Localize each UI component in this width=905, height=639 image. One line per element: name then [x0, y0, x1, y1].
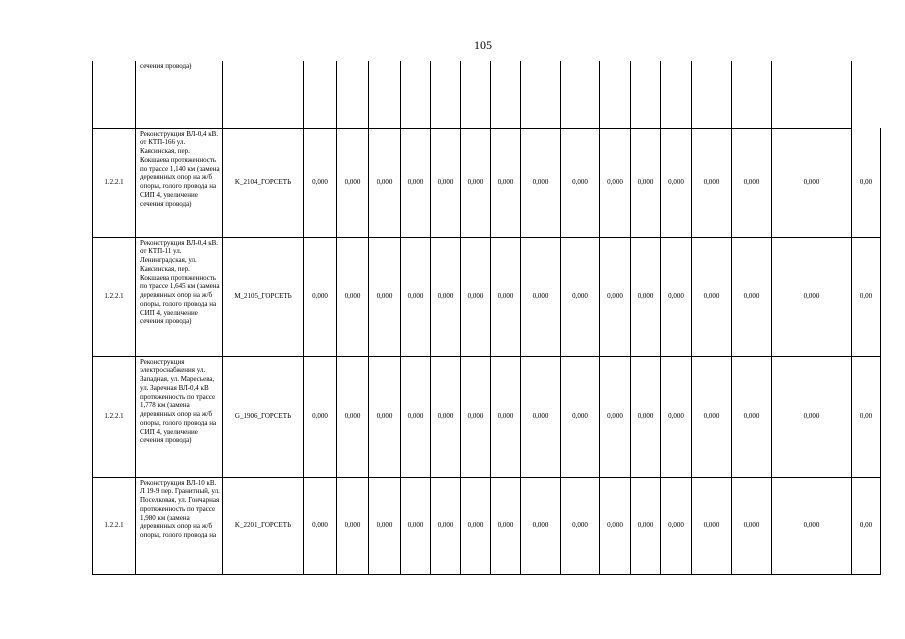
value-cell: 0,000 [461, 356, 491, 477]
value-cell: 0,000 [431, 237, 461, 356]
value-cell: 0,000 [600, 128, 631, 237]
code-cell [223, 61, 304, 128]
value-cell: 0,000 [491, 356, 521, 477]
value-cell: 0,000 [369, 477, 401, 574]
value-cell: 0,000 [461, 477, 491, 574]
value-cell: 0,000 [772, 356, 852, 477]
index-cell: 1.2.2.1 [93, 477, 136, 574]
value-cell: 0,000 [491, 128, 521, 237]
value-cell: 0,000 [401, 477, 431, 574]
value-cell: 0,000 [561, 477, 600, 574]
value-cell: 0,000 [369, 356, 401, 477]
value-cell: 0,000 [661, 128, 692, 237]
description-cell: сечения провода) [136, 61, 223, 128]
value-cell: 0,000 [431, 477, 461, 574]
value-cell: 0,000 [401, 356, 431, 477]
value-cell [461, 61, 491, 128]
description-cell: Реконструкция ВЛ-0,4 кВ. от КТП-166 ул. Каясинская, пер. Кокшаева протяженность по трассе 1,140 км (замена деревянных опор на ж/б опоры, голого провода на СИП 4, увеличение сечения провода) [136, 128, 223, 237]
value-cell: 0,000 [369, 128, 401, 237]
value-cell: 0,000 [337, 477, 369, 574]
value-cell: 0,000 [772, 128, 852, 237]
table-row [93, 356, 881, 477]
index-cell: 1.2.2.1 [93, 128, 136, 237]
value-cell: 0,000 [561, 237, 600, 356]
value-cell: 0,000 [631, 477, 661, 574]
page-number: 105 [474, 38, 492, 52]
value-cell: 0,000 [369, 237, 401, 356]
value-cell: 0,000 [561, 356, 600, 477]
value-cell: 0,000 [631, 237, 661, 356]
value-cell: 0,000 [600, 356, 631, 477]
value-cell: 0,000 [337, 356, 369, 477]
value-cell: 0,000 [461, 128, 491, 237]
value-cell: 0,000 [732, 356, 772, 477]
value-cell: 0,000 [692, 356, 732, 477]
value-cell [772, 61, 852, 128]
value-cell [401, 61, 431, 128]
value-cell: 0,000 [732, 128, 772, 237]
value-cell: 0,000 [491, 237, 521, 356]
value-cell: 0,000 [401, 237, 431, 356]
value-cell: 0,000 [521, 128, 561, 237]
value-cell [491, 61, 521, 128]
value-cell: 0,000 [431, 128, 461, 237]
description-cell: Реконструкция ВЛ-0,4 кВ. от КТП-11 ул. Ленинградская, ул. Каясинская, пер. Кокшаева протяженность по трассе 1,645 км (замена деревянных опор на ж/б опоры, голого провода на СИП 4, увеличение сечения провода) [136, 237, 223, 356]
project-code-cell: G_1906_ГОРСЕТЬ [223, 356, 304, 477]
index-cell: 1.2.2.1 [93, 237, 136, 356]
table-row [93, 128, 881, 237]
description-cell: Реконструкция электроснабжения ул. Западная, ул. Маресьева, ул. Заречная ВЛ-0,4 кВ протяженность по трассе 1,778 км (замена деревянных опор на ж/б опоры, голого провода на СИП 4, увеличение сечения провода) [136, 356, 223, 477]
value-cell: 0,000 [304, 477, 337, 574]
value-cell: 0,000 [337, 237, 369, 356]
value-cell: 0,000 [732, 237, 772, 356]
index-cell: 1.2.2.1 [93, 356, 136, 477]
value-cell [732, 61, 772, 128]
value-cell [661, 61, 692, 128]
value-cell: 0,000 [521, 237, 561, 356]
value-cell: 0,000 [337, 128, 369, 237]
value-cell [692, 61, 732, 128]
value-cell [561, 61, 600, 128]
value-cell: 0,000 [431, 356, 461, 477]
value-cell [631, 61, 661, 128]
value-cell: 0,000 [772, 237, 852, 356]
value-cell: 0,00 [852, 237, 881, 356]
value-cell: 0,000 [521, 356, 561, 477]
value-cell: 0,000 [491, 477, 521, 574]
table-row [93, 477, 881, 574]
project-code-cell: K_2201_ГОРСЕТЬ [223, 477, 304, 574]
value-cell: 0,000 [561, 128, 600, 237]
value-cell [431, 61, 461, 128]
value-cell: 0,000 [521, 477, 561, 574]
value-cell: 0,000 [600, 477, 631, 574]
value-cell [600, 61, 631, 128]
value-cell: 0,000 [661, 477, 692, 574]
value-cell: 0,000 [401, 128, 431, 237]
value-cell: 0,000 [772, 477, 852, 574]
value-cell: 0,000 [631, 128, 661, 237]
table-row-continued [93, 61, 881, 128]
value-cell: 0,00 [852, 356, 881, 477]
value-cell: 0,000 [304, 237, 337, 356]
project-code-cell: M_2105_ГОРСЕТЬ [223, 237, 304, 356]
value-cell: 0,00 [852, 128, 881, 237]
data-table [92, 61, 881, 575]
description-cell: Реконструкция ВЛ-10 кВ. Л 19-9 пер. Гранитный, ул. Поселковая, ул. Гончарная протяженность по трассе 1,980 км (замена деревянных опор на ж/б опоры, голого провода на [136, 477, 223, 574]
value-cell: 0,000 [600, 237, 631, 356]
value-cell: 0,000 [461, 237, 491, 356]
value-cell: 0,000 [692, 128, 732, 237]
value-cell: 0,000 [661, 237, 692, 356]
index-cell [93, 61, 136, 128]
value-cell: 0,000 [304, 356, 337, 477]
value-cell [521, 61, 561, 128]
value-cell: 0,000 [692, 477, 732, 574]
value-cell: 0,00 [852, 477, 881, 574]
value-cell [369, 61, 401, 128]
value-cell [337, 61, 369, 128]
value-cell: 0,000 [692, 237, 732, 356]
value-cell: 0,000 [661, 356, 692, 477]
value-cell: 0,000 [304, 128, 337, 237]
value-cell: 0,000 [631, 356, 661, 477]
value-cell [304, 61, 337, 128]
value-cell: 0,000 [732, 477, 772, 574]
project-code-cell: K_2104_ГОРСЕТЬ [223, 128, 304, 237]
investment-table [92, 61, 881, 575]
table-row [93, 237, 881, 356]
